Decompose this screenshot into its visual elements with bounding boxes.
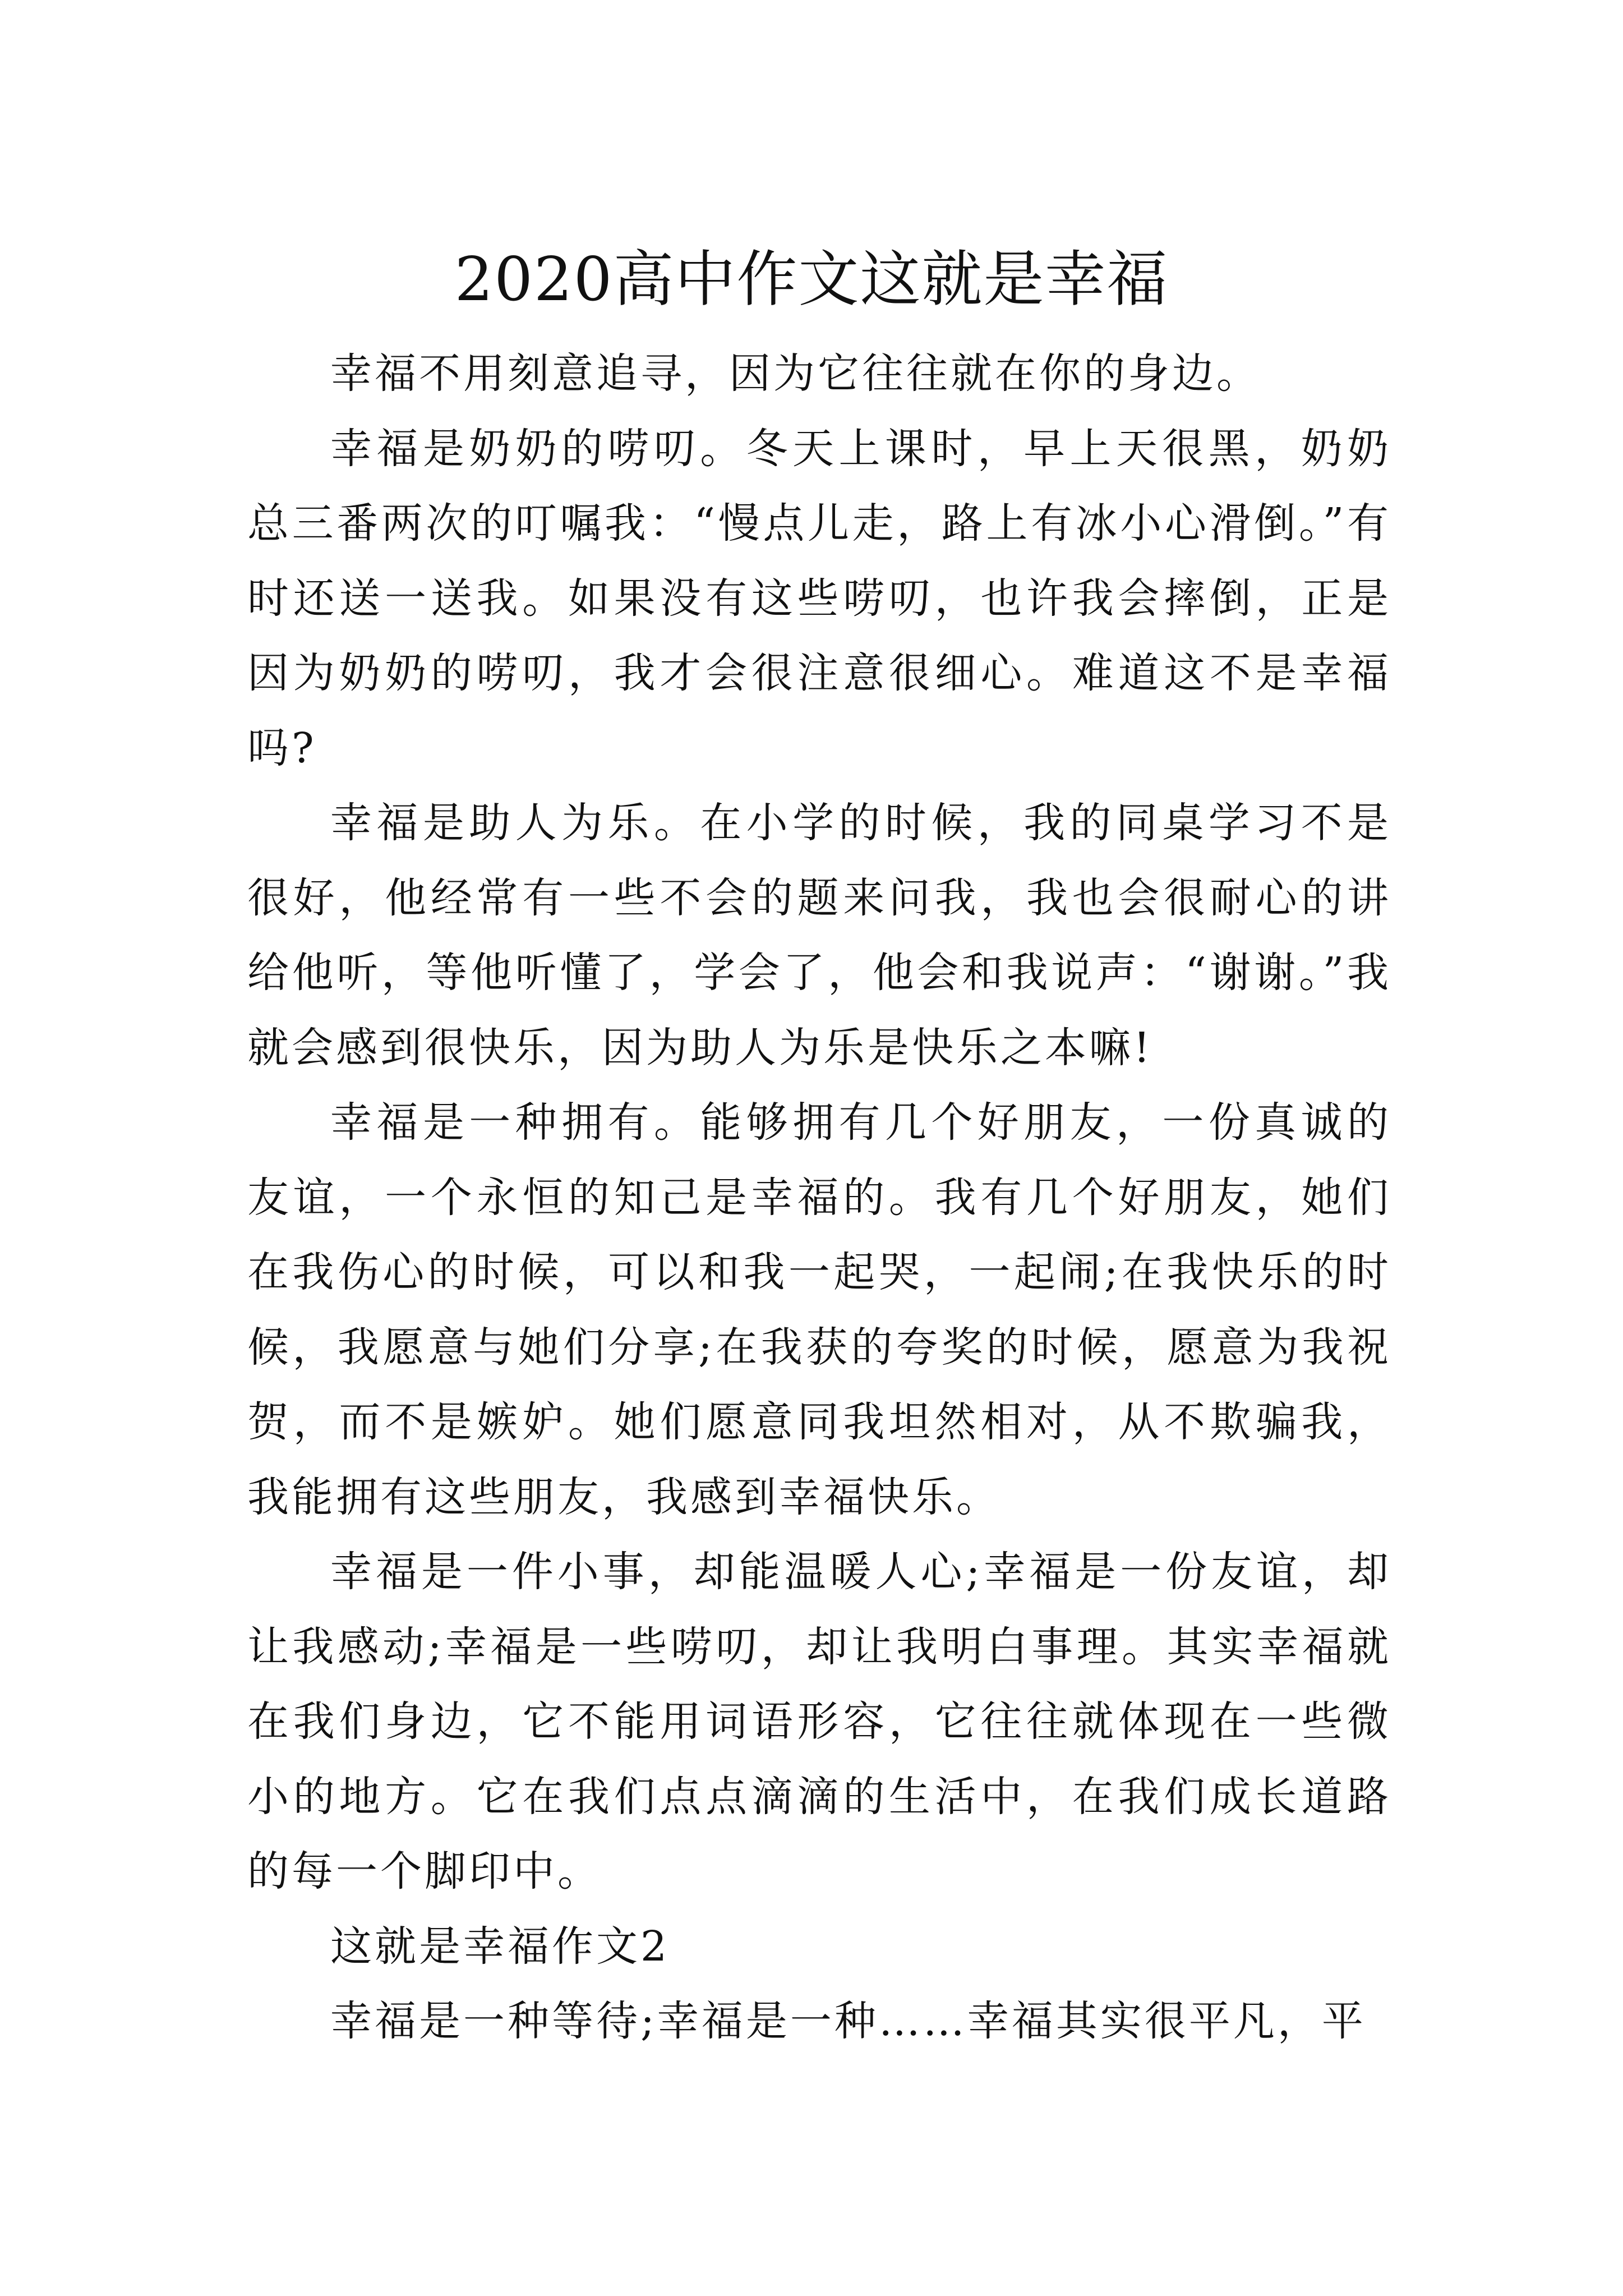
- paragraph: 幸福是助人为乐。在小学的时候，我的同桌学习不是很好，他经常有一些不会的题来问我，我也会很耐心的讲给他听，等他听懂了，学会了，他会和我说声：“谢谢。”我就会感到很快乐，因为助人为乐是快乐之本嘛!: [247, 799, 1391, 1072]
- document-title: 2020高中作文这就是幸福: [454, 245, 1169, 315]
- paragraph: 幸福是一种拥有。能够拥有几个好朋友，一份真诚的友谊，一个永恒的知己是幸福的。我有几个好朋友，她们在我伤心的时候，可以和我一起哭，一起闹;在我快乐的时候，我愿意与她们分享;在我获的夸奖的时候，愿意为我祝贺，而不是嫉妒。她们愿意同我坦然相对，从不欺骗我，我能拥有这些朋友，我感到幸福快乐。: [247, 1098, 1391, 1521]
- paragraph: 幸福是一件小事，却能温暖人心;幸福是一份友谊，却让我感动;幸福是一些唠叨，却让我明白事理。其实幸福就在我们身边，它不能用词语形容，它往往就体现在一些微小的地方。它在我们点点滴滴的生活中，在我们成长道路的每一个脚印中。: [247, 1548, 1391, 1895]
- paragraph: 幸福不用刻意追寻，因为它往往就在你的身边。: [330, 349, 1261, 398]
- paragraph: 幸福是奶奶的唠叨。冬天上课时，早上天很黑，奶奶总三番两次的叮嘱我：“慢点儿走，路上有冰小心滑倒。”有时还送一送我。如果没有这些唠叨，也许我会摔倒，正是因为奶奶的唠叨，我才会很注意很细心。难道这不是幸福吗?: [247, 424, 1391, 772]
- paragraph: 幸福是一种等待;幸福是一种……幸福其实很平凡，平: [330, 1997, 1366, 2045]
- section-heading: 这就是幸福作文2: [330, 1922, 670, 1971]
- document-body: [247, 337, 1391, 2059]
